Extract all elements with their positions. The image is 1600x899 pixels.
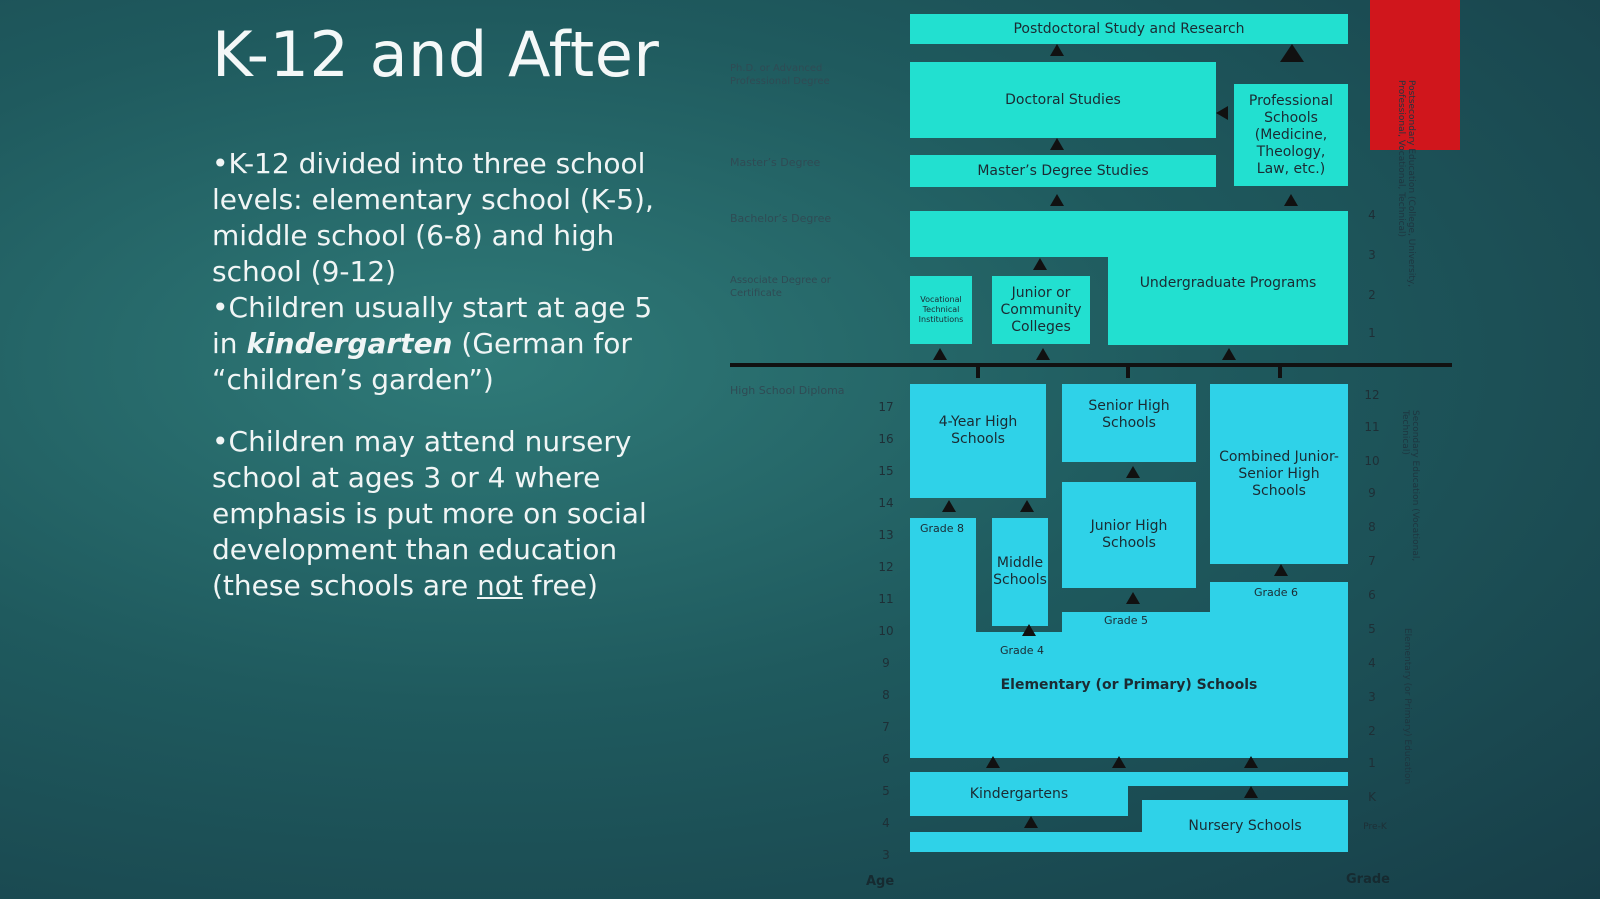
- arrow-jh-to-senior: [1126, 466, 1140, 478]
- grade-tag-5: Grade 5: [1104, 614, 1149, 627]
- box-community-college: Junior or Community Colleges: [992, 276, 1090, 344]
- grade-6: 6: [1368, 588, 1376, 602]
- grade-12: 12: [1364, 388, 1380, 402]
- age-3: 3: [882, 848, 890, 862]
- grade-prek: Pre-K: [1363, 822, 1387, 832]
- arrow-gr8-to-4yr: [942, 500, 956, 512]
- grade-5: 5: [1368, 622, 1376, 636]
- education-structure-diagram: [728, 0, 1470, 899]
- age-13: 13: [878, 528, 894, 542]
- bullet-kindergarten: [212, 290, 682, 398]
- grade-8: 8: [1368, 520, 1376, 534]
- side-label-elementary: Elementary (or Primary) Education: [1402, 628, 1412, 785]
- stem-4yr: [976, 366, 980, 378]
- arrow-to-postdoc: [1050, 44, 1064, 56]
- label-masters-degree: Master’s Degree: [730, 156, 821, 169]
- grade-upper-2: 2: [1368, 288, 1376, 302]
- age-10: 10: [878, 624, 894, 638]
- kindergarten-term: kindergarten: [246, 327, 453, 360]
- box-doctoral: Doctoral Studies: [910, 62, 1216, 138]
- nursery-strip: [910, 832, 1142, 852]
- age-8: 8: [882, 688, 890, 702]
- grade-upper-1: 1: [1368, 326, 1376, 340]
- box-senior-high: Senior High Schools: [1062, 384, 1196, 462]
- age-11: 11: [878, 592, 894, 606]
- age-6: 6: [882, 752, 890, 766]
- box-junior-high: Junior High Schools: [1062, 482, 1196, 588]
- arrow-prof-to-doctoral: [1216, 106, 1228, 120]
- arrow-elem-to-middle: [1022, 624, 1036, 636]
- box-nursery: Nursery Schools: [1142, 800, 1348, 852]
- age-9: 9: [882, 656, 890, 670]
- grade-upper-3: 3: [1368, 248, 1376, 262]
- grade-2: 2: [1368, 724, 1376, 738]
- arrow-prof-to-postdoc: [1280, 44, 1304, 62]
- arrow-elem-to-jh: [1126, 592, 1140, 604]
- bullet-list: [212, 146, 682, 604]
- grade-3: 3: [1368, 690, 1376, 704]
- bullet-kindergarten-text: •Children usually start at age 5 in: [212, 291, 653, 360]
- arrow-k-to-elem-2: [1112, 756, 1126, 768]
- grade-4: 4: [1368, 656, 1376, 670]
- arrow-to-professional: [1284, 194, 1298, 206]
- slide-title: K-12 and After: [212, 18, 660, 91]
- grade-tag-8: Grade 8: [920, 522, 965, 535]
- arrow-middle-to-4yr: [1020, 500, 1034, 512]
- arrow-k-to-elem-3: [1244, 756, 1258, 768]
- grade-upper-4: 4: [1368, 208, 1376, 222]
- age-16: 16: [878, 432, 894, 446]
- arrow-to-masters: [1050, 194, 1064, 206]
- grade-7: 7: [1368, 554, 1376, 568]
- diploma-line: [730, 363, 1452, 367]
- bullet-k12-levels: •K-12 divided into three school levels: elementary school (K-5), middle school (6-8) and high school (9-12): [212, 147, 654, 288]
- grade-1: 1: [1368, 756, 1376, 770]
- age-14: 14: [878, 496, 894, 510]
- grade-10: 10: [1364, 454, 1380, 468]
- grade-tag-4: Grade 4: [1000, 644, 1045, 657]
- label-hs-diploma: High School Diploma: [730, 384, 845, 397]
- arrow-k-to-elem-1: [986, 756, 1000, 768]
- box-four-year-hs: 4-Year High Schools: [910, 384, 1046, 498]
- kindergarten-strip: [1128, 772, 1348, 786]
- arrow-to-vocational: [933, 348, 947, 360]
- age-12: 12: [878, 560, 894, 574]
- side-label-postsecondary: Postsecondary Education (College, University, Professional, Vocational, Technical): [1396, 80, 1416, 288]
- box-combined-high: Combined Junior-Senior High Schools: [1210, 384, 1348, 564]
- axis-grade-title: Grade: [1346, 872, 1390, 887]
- age-5: 5: [882, 784, 890, 798]
- box-professional: Professional Schools (Medicine, Theology, Law, etc.): [1234, 84, 1348, 186]
- box-kindergartens: Kindergartens: [910, 772, 1128, 816]
- grade-9: 9: [1368, 486, 1376, 500]
- bullet-kindergarten-note: (German for “children’s garden”): [212, 327, 632, 396]
- axis-age-title: Age: [866, 874, 895, 889]
- grade-11: 11: [1364, 420, 1380, 434]
- grade-tag-6: Grade 6: [1254, 586, 1299, 599]
- box-vocational: Vocational Technical Institutions: [910, 276, 972, 344]
- age-4: 4: [882, 816, 890, 830]
- arrow-cc-to-bachelors: [1033, 258, 1047, 270]
- age-15: 15: [878, 464, 894, 478]
- box-postdoctoral: Postdoctoral Study and Research: [910, 14, 1348, 44]
- arrow-nursery-to-k: [1244, 786, 1258, 798]
- stem-senior: [1126, 366, 1130, 378]
- age-17: 17: [878, 400, 894, 414]
- arrow-elem-to-combined: [1274, 564, 1288, 576]
- arrow-to-community: [1036, 348, 1050, 360]
- side-label-secondary: Secondary Education (Vocational, Technical): [1400, 410, 1420, 562]
- label-associate-degree: Associate Degree or Certificate: [730, 275, 831, 299]
- age-7: 7: [882, 720, 890, 734]
- box-masters: Master’s Degree Studies: [910, 155, 1216, 187]
- box-elementary: Elementary (or Primary) Schools: [910, 642, 1348, 758]
- arrow-to-kindergarten: [1024, 816, 1038, 828]
- box-undergrad: Undergraduate Programs: [1108, 211, 1348, 345]
- label-advanced-degree: Ph.D. or Advanced Professional Degree: [730, 63, 830, 87]
- bullet-nursery: [212, 424, 682, 604]
- bullet-nursery-text: •Children may attend nursery school at ages 3 or 4 where emphasis is put more on social development than education (these schools are: [212, 425, 647, 602]
- arrow-to-undergrad: [1222, 348, 1236, 360]
- stem-combined: [1278, 366, 1282, 378]
- grade-k: K: [1368, 790, 1376, 804]
- label-bachelors-degree: Bachelor’s Degree: [730, 212, 832, 225]
- not-emphasis: not: [477, 569, 523, 602]
- box-middle-schools: Middle Schools: [992, 518, 1048, 626]
- arrow-to-doctoral: [1050, 138, 1064, 150]
- bullet-nursery-end: free): [522, 569, 598, 602]
